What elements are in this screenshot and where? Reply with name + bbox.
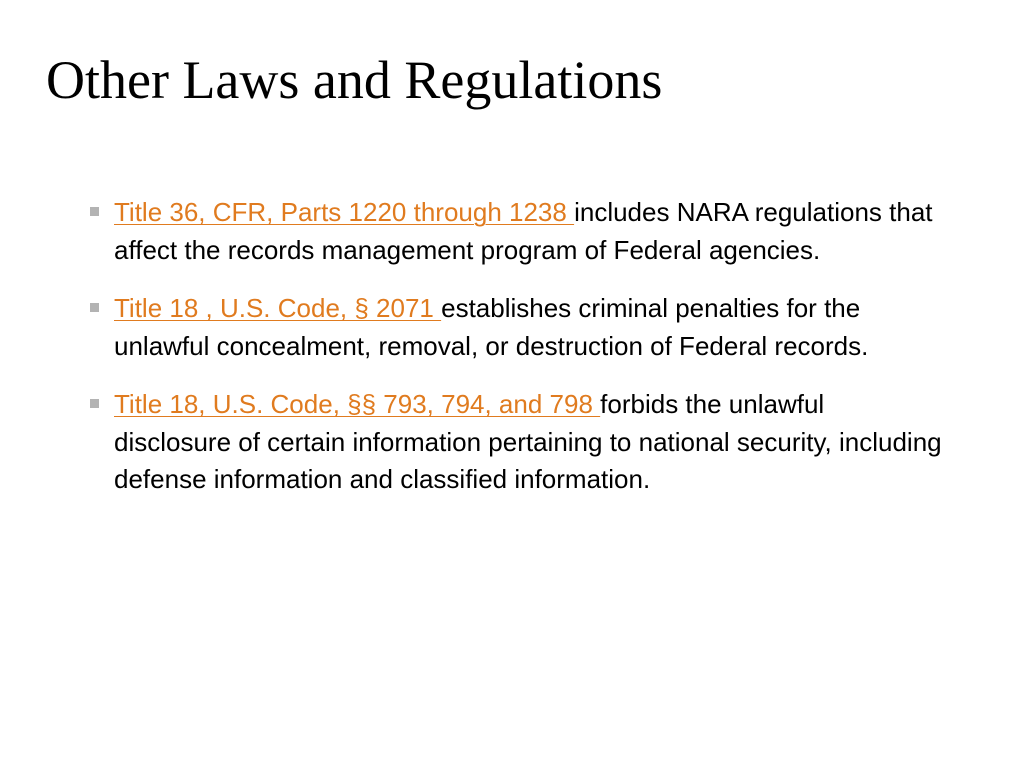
bullet-item-title-18-2071 xyxy=(86,290,946,365)
square-bullet-icon xyxy=(90,399,99,408)
title-36-cfr-link[interactable]: Title 36, CFR, Parts 1220 through 1238 xyxy=(114,197,575,227)
square-bullet-icon xyxy=(90,207,99,216)
title-18-793-794-798-link[interactable]: Title 18, U.S. Code, §§ 793, 794, and 798 xyxy=(114,389,601,419)
bullet-text: forbids the unlawful disclosure of certain information pertaining to national security, including defense information and classified information. xyxy=(114,389,942,494)
bullet-item-title-18-793-794-798 xyxy=(86,386,946,499)
slide-title: Other Laws and Regulations xyxy=(46,50,663,110)
title-18-2071-link[interactable]: Title 18 , U.S. Code, § 2071 xyxy=(114,293,442,323)
bullet-list xyxy=(86,194,946,520)
bullet-text: establishes criminal penalties for the unlawful concealment, removal, or destruction of Federal records. xyxy=(114,293,869,361)
bullet-text: includes NARA regulations that affect the records management program of Federal agencies. xyxy=(114,197,933,265)
square-bullet-icon xyxy=(90,303,99,312)
bullet-item-title-36-cfr xyxy=(86,194,946,269)
